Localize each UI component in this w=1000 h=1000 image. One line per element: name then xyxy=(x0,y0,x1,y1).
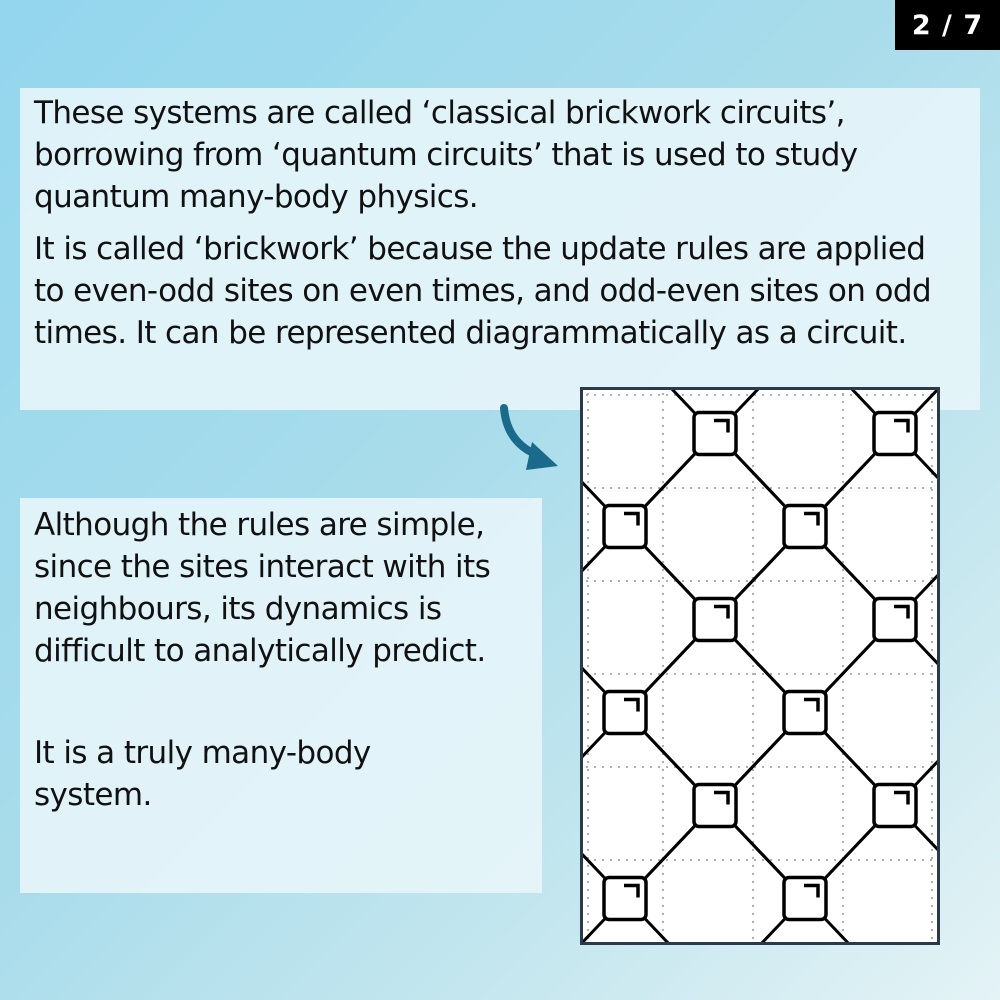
circuit-gate xyxy=(874,599,916,641)
intro-paragraph: These systems are called ‘classical brickwork circuits’, borrowing from ‘quantum circuits’ that is used to study quantum many-body physics. xyxy=(34,95,858,215)
brickwork-circuit-diagram xyxy=(580,387,940,945)
circuit-gate xyxy=(604,692,646,734)
circuit-gate xyxy=(694,413,736,455)
slide-counter: 2 / 7 xyxy=(895,0,1000,50)
circuit-gate xyxy=(784,692,826,734)
circuit-gate xyxy=(784,506,826,548)
dynamics-paragraph: Although the rules are simple, since the sites interact with its neighbours, its dynamics is difficult to analytically predict. xyxy=(34,507,491,669)
many-body-paragraph: It is a truly many-body system. xyxy=(34,735,371,813)
brickwork-explanation-paragraph: It is called ‘brickwork’ because the update rules are applied to even-odd sites on even times, and odd-even sites on odd times. It can be represented diagrammatically as a circuit. xyxy=(34,231,932,351)
left-text-panel xyxy=(20,498,542,893)
circuit-gate xyxy=(694,599,736,641)
circuit-gate xyxy=(694,785,736,827)
circuit-gate xyxy=(874,785,916,827)
curved-arrow-icon xyxy=(492,400,567,475)
circuit-gate xyxy=(784,878,826,920)
top-text-panel xyxy=(20,88,980,410)
circuit-gate xyxy=(604,878,646,920)
circuit-gate xyxy=(604,506,646,548)
circuit-gate xyxy=(874,413,916,455)
